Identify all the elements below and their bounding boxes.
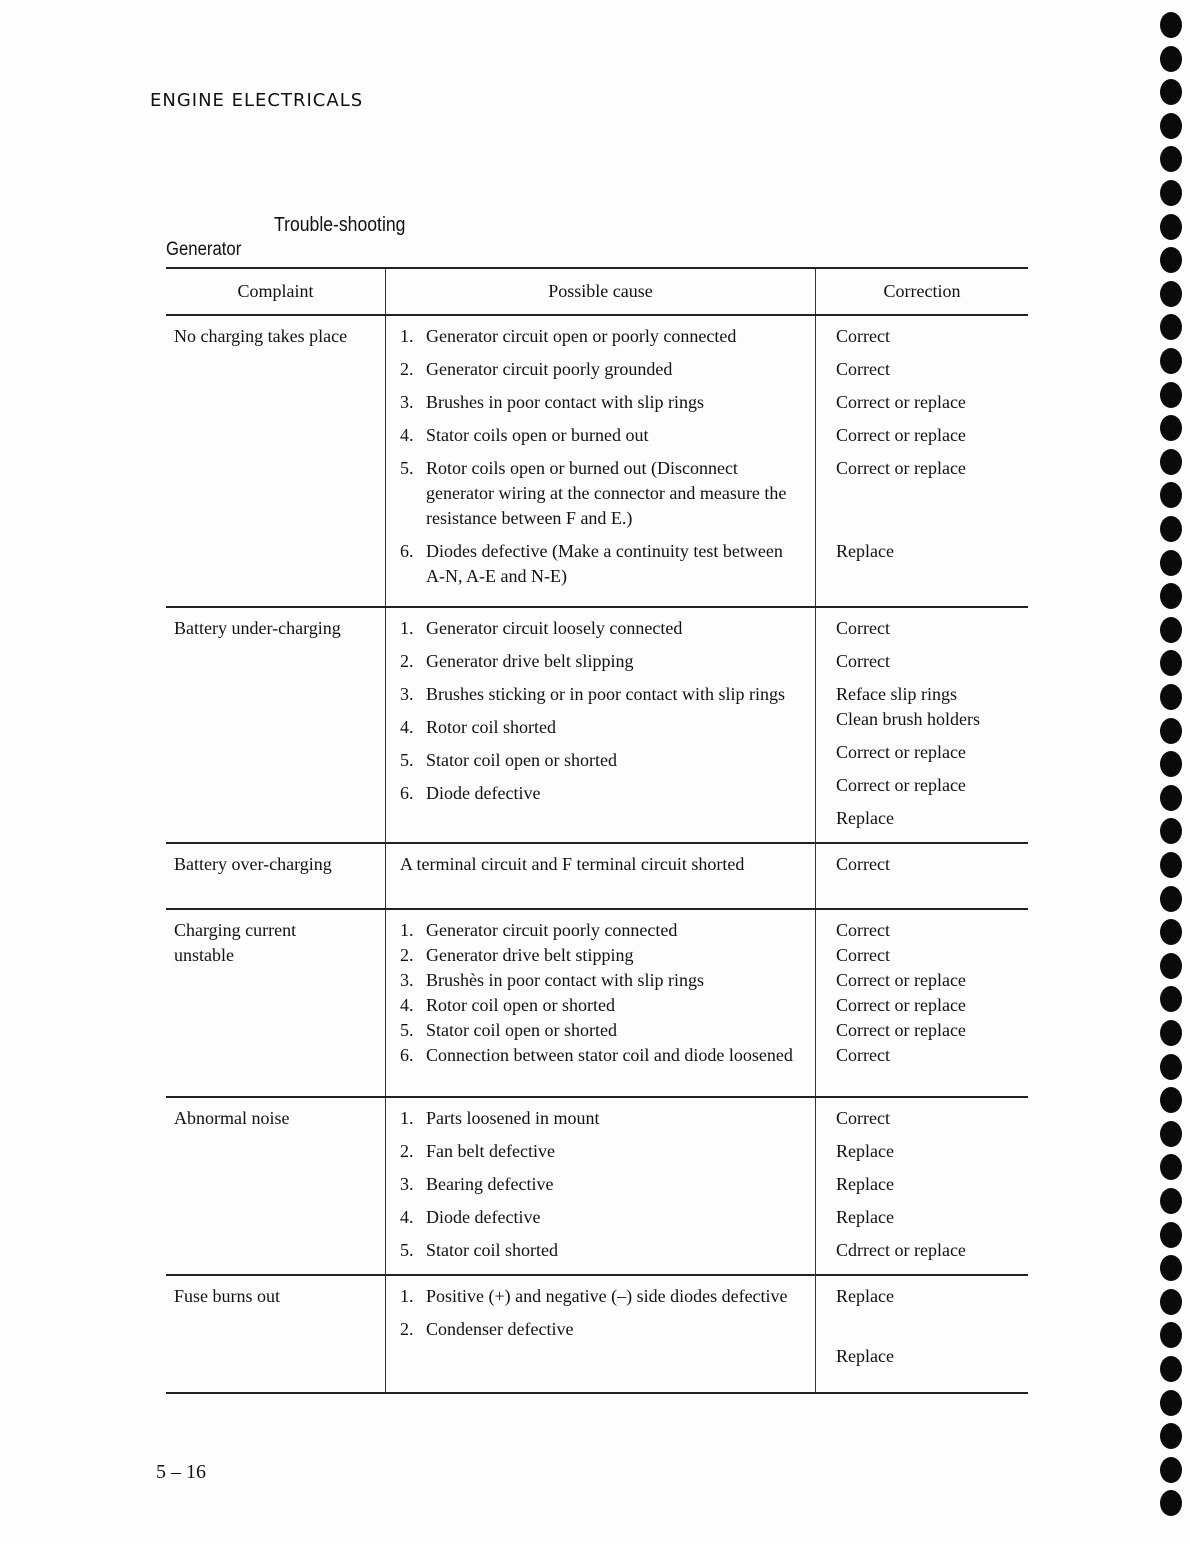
cause-number: 2.	[400, 1141, 414, 1161]
cause-item	[400, 715, 805, 740]
correction-item: Correct	[836, 359, 890, 379]
causes-cell	[386, 316, 816, 606]
column-header-possible-cause: Possible cause	[386, 269, 816, 314]
cause-item	[400, 1205, 805, 1230]
cause-text: Parts loosened in mount	[426, 1108, 600, 1128]
causes-cell	[386, 608, 816, 847]
binder-hole	[1160, 1289, 1182, 1315]
correction-item: Replace	[836, 1286, 894, 1306]
cause-text: Condenser defective	[426, 1319, 574, 1339]
correction-item: Correct	[836, 945, 890, 965]
page-subtitle: Generator	[166, 239, 242, 260]
column-header-complaint: Complaint	[166, 269, 386, 314]
cause-item	[400, 539, 805, 589]
binder-hole	[1160, 650, 1182, 676]
cause-text: Brushès in poor contact with slip rings	[426, 970, 704, 990]
binder-hole	[1160, 1490, 1182, 1516]
binder-hole	[1160, 852, 1182, 878]
cause-number: 2.	[400, 1319, 414, 1339]
correction-item: Replace	[836, 1174, 894, 1194]
complaint-cell: Abnormal noise	[166, 1098, 386, 1279]
correction-item: Correct or replace	[836, 995, 966, 1015]
cause-item	[400, 968, 805, 993]
binder-hole	[1160, 382, 1182, 408]
binder-hole	[1160, 180, 1182, 206]
correction-item: Replace	[836, 541, 894, 561]
causes-cell	[386, 1276, 816, 1392]
cause-text: Rotor coil shorted	[426, 717, 556, 737]
table-row-group	[166, 1276, 1028, 1394]
correction-item: Correct	[836, 920, 890, 940]
binder-hole	[1160, 247, 1182, 273]
binder-hole	[1160, 583, 1182, 609]
correction-item: Correct	[836, 1045, 890, 1065]
correction-item: Correct or replace	[836, 458, 966, 478]
page-number: 5 – 16	[156, 1461, 206, 1483]
cause-item	[400, 748, 805, 773]
cause-text: Stator coil open or shorted	[426, 750, 617, 770]
binder-hole	[1160, 617, 1182, 643]
cause-text: Generator drive belt slipping	[426, 651, 634, 671]
troubleshooting-table	[166, 267, 1028, 1394]
binder-hole	[1160, 214, 1182, 240]
cause-text: Stator coil shorted	[426, 1240, 558, 1260]
table-row-group	[166, 910, 1028, 1098]
cause-text: Diode defective	[426, 1207, 541, 1227]
page-title: Trouble-shooting	[274, 214, 406, 236]
cause-number: 2.	[400, 359, 414, 379]
cause-text: A terminal circuit and F terminal circuit shorted	[400, 854, 745, 874]
correction-item: Replace	[836, 1346, 894, 1366]
cause-text: Brushes sticking or in poor contact with slip rings	[426, 684, 785, 704]
causes-cell	[386, 910, 816, 1096]
complaint-cell: Charging current unstable	[166, 910, 386, 1096]
cause-text: Generator circuit poorly connected	[426, 920, 678, 940]
correction-item: Cdrrect or replace	[836, 1240, 966, 1260]
table-row-group	[166, 608, 1028, 844]
cause-text: Rotor coil open or shorted	[426, 995, 615, 1015]
binder-hole	[1160, 146, 1182, 172]
correction-item: Correct	[836, 1108, 890, 1128]
cause-text: Connection between stator coil and diode loosened	[426, 1045, 793, 1065]
correction-item: Replace	[836, 1141, 894, 1161]
binder-hole	[1160, 1087, 1182, 1113]
cause-item	[400, 918, 805, 943]
correction-item: Correct	[836, 651, 890, 671]
binder-hole	[1160, 919, 1182, 945]
cause-number: 5.	[400, 750, 414, 770]
cause-item	[400, 943, 805, 968]
cause-text: Generator drive belt stipping	[426, 945, 634, 965]
cause-number: 3.	[400, 1174, 414, 1194]
table-row-group	[166, 844, 1028, 910]
cause-item	[400, 852, 805, 877]
cause-text: Brushes in poor contact with slip rings	[426, 392, 704, 412]
cause-item	[400, 1106, 805, 1131]
cause-number: 5.	[400, 1020, 414, 1040]
binder-hole	[1160, 281, 1182, 307]
complaint-cell: Battery under-charging	[166, 608, 386, 847]
correction-item: Correct	[836, 618, 890, 638]
cause-number: 1.	[400, 1108, 414, 1128]
binder-hole	[1160, 1255, 1182, 1281]
corrections-cell	[816, 316, 1028, 606]
binder-hole	[1160, 1356, 1182, 1382]
binder-hole	[1160, 1222, 1182, 1248]
cause-number: 1.	[400, 326, 414, 346]
cause-number: 3.	[400, 970, 414, 990]
cause-text: Generator circuit loosely connected	[426, 618, 683, 638]
binder-hole	[1160, 1322, 1182, 1348]
binder-hole	[1160, 1054, 1182, 1080]
binder-hole	[1160, 79, 1182, 105]
complaint-cell: Battery over-charging	[166, 844, 386, 908]
cause-item	[400, 324, 805, 349]
cause-number: 3.	[400, 684, 414, 704]
binder-hole	[1160, 12, 1182, 38]
binder-holes	[1152, 12, 1190, 1532]
cause-number: 4.	[400, 1207, 414, 1227]
cause-number: 4.	[400, 425, 414, 445]
cause-number: 6.	[400, 1045, 414, 1065]
cause-item	[400, 649, 805, 674]
binder-hole	[1160, 415, 1182, 441]
section-header: ENGINE ELECTRICALS	[150, 90, 364, 111]
cause-text: Rotor coils open or burned out (Disconnect generator wiring at the connector and measure the resistance between F and E.)	[426, 458, 787, 528]
cause-number: 4.	[400, 995, 414, 1015]
correction-item: Correct or replace	[836, 1020, 966, 1040]
corrections-cell	[816, 1276, 1028, 1392]
cause-number: 5.	[400, 458, 414, 478]
cause-text: Diode defective	[426, 783, 541, 803]
binder-hole	[1160, 1154, 1182, 1180]
binder-hole	[1160, 684, 1182, 710]
binder-hole	[1160, 482, 1182, 508]
binder-hole	[1160, 718, 1182, 744]
causes-cell	[386, 1098, 816, 1279]
cause-item	[400, 1317, 805, 1342]
cause-item	[400, 423, 805, 448]
cause-item	[400, 682, 805, 707]
correction-item: Correct or replace	[836, 425, 966, 445]
cause-item	[400, 1238, 805, 1263]
binder-hole	[1160, 1457, 1182, 1483]
correction-item: Correct or replace	[836, 742, 966, 762]
table-row-group	[166, 316, 1028, 608]
cause-number: 3.	[400, 392, 414, 412]
column-header-correction: Correction	[883, 281, 961, 301]
corrections-cell	[816, 844, 1028, 908]
cause-item	[400, 1284, 805, 1309]
cause-item	[400, 1172, 805, 1197]
table-header-row	[166, 269, 1028, 316]
cause-number: 2.	[400, 651, 414, 671]
binder-hole	[1160, 46, 1182, 72]
corrections-cell	[816, 608, 1028, 847]
corrections-cell	[816, 910, 1028, 1096]
binder-hole	[1160, 314, 1182, 340]
cause-number: 6.	[400, 541, 414, 561]
cause-item	[400, 1043, 805, 1068]
binder-hole	[1160, 751, 1182, 777]
causes-cell	[386, 844, 816, 908]
cause-number: 5.	[400, 1240, 414, 1260]
cause-number: 6.	[400, 783, 414, 803]
cause-text: Positive (+) and negative (–) side diodes defective	[426, 1286, 788, 1306]
correction-item: Correct	[836, 326, 890, 346]
correction-item: Replace	[836, 1207, 894, 1227]
binder-hole	[1160, 1390, 1182, 1416]
binder-hole	[1160, 785, 1182, 811]
binder-hole	[1160, 953, 1182, 979]
cause-item	[400, 456, 805, 531]
binder-hole	[1160, 1423, 1182, 1449]
complaint-cell: Fuse burns out	[166, 1276, 386, 1392]
cause-item	[400, 993, 805, 1018]
cause-item	[400, 781, 805, 806]
binder-hole	[1160, 550, 1182, 576]
cause-item	[400, 616, 805, 641]
binder-hole	[1160, 1020, 1182, 1046]
cause-text: Generator circuit poorly grounded	[426, 359, 673, 379]
cause-text: Fan belt defective	[426, 1141, 555, 1161]
correction-item: Correct or replace	[836, 392, 966, 412]
binder-hole	[1160, 1121, 1182, 1147]
cause-text: Diodes defective (Make a continuity test between A-N, A-E and N-E)	[426, 541, 783, 586]
binder-hole	[1160, 886, 1182, 912]
cause-number: 4.	[400, 717, 414, 737]
cause-text: Bearing defective	[426, 1174, 554, 1194]
binder-hole	[1160, 348, 1182, 374]
cause-text: Stator coil open or shorted	[426, 1020, 617, 1040]
binder-hole	[1160, 1188, 1182, 1214]
binder-hole	[1160, 986, 1182, 1012]
correction-item: Correct	[836, 854, 890, 874]
binder-hole	[1160, 113, 1182, 139]
binder-hole	[1160, 818, 1182, 844]
corrections-cell	[816, 1098, 1028, 1279]
cause-number: 2.	[400, 945, 414, 965]
binder-hole	[1160, 449, 1182, 475]
cause-number: 1.	[400, 618, 414, 638]
cause-item	[400, 390, 805, 415]
cause-item	[400, 1139, 805, 1164]
complaint-cell: No charging takes place	[166, 316, 386, 606]
cause-text: Stator coils open or burned out	[426, 425, 649, 445]
correction-item: Correct or replace	[836, 970, 966, 990]
correction-item: Correct or replace	[836, 775, 966, 795]
cause-number: 1.	[400, 1286, 414, 1306]
correction-item: Replace	[836, 808, 894, 828]
cause-item	[400, 357, 805, 382]
cause-number: 1.	[400, 920, 414, 940]
table-row-group	[166, 1098, 1028, 1276]
binder-hole	[1160, 516, 1182, 542]
cause-item	[400, 1018, 805, 1043]
cause-text: Generator circuit open or poorly connected	[426, 326, 737, 346]
correction-item: Reface slip rings Clean brush holders	[836, 684, 980, 729]
